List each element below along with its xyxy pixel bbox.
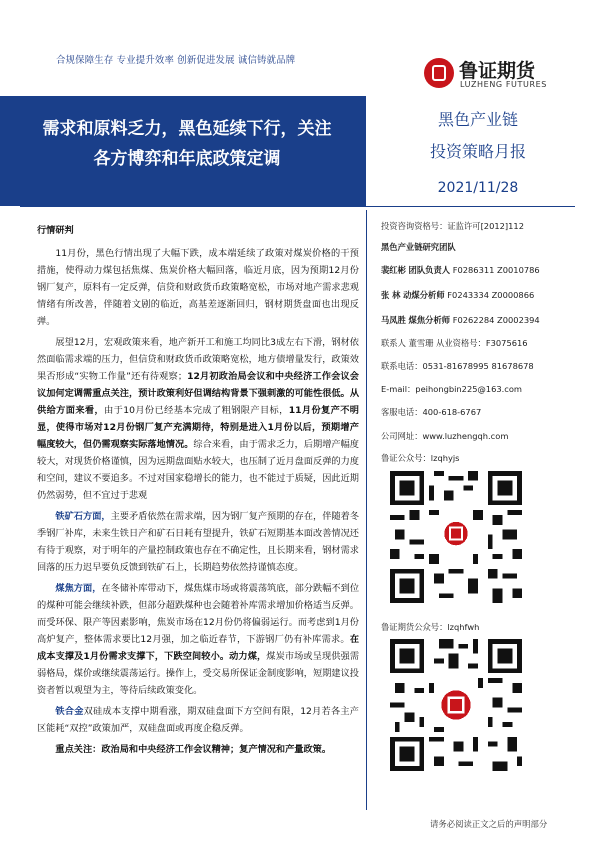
- license-number: 投资咨询资格号：证监许可[2012]112: [381, 221, 524, 231]
- ferroalloy-label: 铁合金: [55, 706, 84, 717]
- paragraph-outlook: [37, 334, 359, 504]
- focus-label: 重点关注：: [55, 744, 102, 755]
- iron-ore-text: 主要矛盾依然在需求端，因为钢厂复产预期的存在，伴随着冬季钢厂补库，未来生铁日产和矿石日耗有望提升，铁矿石短期基本面改善情况还有待于观察，对于明年的产量控制政策也存在不确定性，且长期来看，钢材需求回落的压力迟早要负反馈到铁矿石上，长期趋势依然持谨慎态度。: [37, 511, 360, 573]
- thermal-coal-label: 动力煤，: [229, 651, 267, 662]
- report-date: 2021/11/28: [437, 180, 519, 196]
- header-divider: [20, 206, 575, 207]
- qr-code-icon: [385, 466, 527, 608]
- outlook-supply-label: 从供给方面来看，: [37, 388, 359, 416]
- analyst-name: 张 林: [381, 290, 401, 300]
- luzheng-logo-icon: [424, 58, 454, 88]
- report-category-block: [388, 104, 568, 168]
- analyst-name: 裴红彬: [381, 265, 406, 275]
- logo-name-en: LUZHENG FUTURES: [460, 80, 547, 89]
- outlook-supply-bold: 11月份复产不明显，使得市场对12月份钢厂复产充满期待，特别是进入1月份以后，预期增产幅度较大，但仍需观察实际落地情况。: [37, 405, 359, 450]
- analyst-name: 马凤胜: [381, 315, 406, 325]
- paragraph-ferroalloy: [37, 703, 359, 737]
- analyst-role: 动煤分析师: [403, 290, 445, 300]
- focus-text: 政治局和中央经济工作会议精神；复产情况和产量政策。: [101, 744, 332, 755]
- coal-text: 在冬储补库带动下，煤焦煤市场或将震荡筑底，部分跌幅不到位的煤种可能会继续补跌，但部分超跌煤种也会随着补库需求增加价格适当反弹。而受环保、限产等因素影响，焦炭市场在12月份仍将偏弱运行。而考虑到1月份高炉复产，整体需求要比12月强，加之临近春节，下游钢厂仍有补库需求。: [37, 583, 360, 645]
- title-banner: [0, 96, 366, 206]
- analyst-role: 煤焦分析师: [408, 315, 451, 325]
- outlook-text: 展望12月，宏观政策来看，地产新开工和施工均同比3成左右下滑，钢材依然面临需求端的压力，但信贷和财政货币政策略宽松，地方债增量发行，政策效果否形成“实物工作量”还有待观察；: [37, 337, 359, 382]
- coal-bold: 在成本支撑及1月份需求支撑下，下跌空间较小。: [37, 634, 359, 662]
- column-divider: [366, 210, 367, 810]
- contact-email[interactable]: E-mail：peihongbin225@163.com: [381, 384, 523, 394]
- analyst-row: [381, 289, 534, 301]
- wechat-account-2: 鲁证期货公众号：lzqhfwh: [381, 622, 480, 632]
- section-title: 行情研判: [37, 225, 74, 236]
- outlook-supply-text: 由于10月份已经基本完成了粗钢限产目标，: [104, 405, 289, 416]
- analyst-ids: F0286311 Z0010786: [452, 265, 540, 275]
- paragraph-coal: [37, 580, 359, 699]
- report-title: [12, 114, 362, 174]
- main-content: [37, 222, 359, 762]
- report-category: 黑色产业链: [437, 110, 518, 129]
- thermal-coal-text: 煤炭市场或呈现供强需弱格局，煤价或继续震荡运行。操作上，受交易所保证金制度影响，短期建议投资者暂以观望为主，等待后续政策变化。: [37, 651, 360, 696]
- team-name: 黑色产业链研究团队: [381, 242, 456, 252]
- report-title-line2: 各方博弈和年底政策定调: [93, 149, 281, 169]
- contact-phone: 联系电话：0531-81678995 81678678: [381, 361, 534, 371]
- footer-disclaimer: 请务必阅读正文之后的声明部分: [430, 819, 548, 829]
- company-website[interactable]: 公司网址：www.luzhengqh.com: [381, 431, 509, 441]
- service-hotline: 客服电话：400-618-6767: [381, 407, 482, 417]
- ferroalloy-text: 双硅成本支撑中期看涨，期双硅盘面下方空间有限，12月若各主产区能耗“双控”政策加严，双硅盘面或再度企稳反弹。: [37, 706, 359, 734]
- analyst-ids: F0243334 Z0000866: [447, 290, 535, 300]
- company-logo: [424, 56, 574, 92]
- iron-ore-label: 铁矿石方面，: [55, 511, 111, 522]
- paragraph-overview: 11月份，黑色行情出现了大幅下跌，成本端延续了政策对煤炭价格的干预措施，使得动力煤包括焦煤、焦炭价格大幅回落，临近月底，因为预期12月份钢厂复产，原料有一定反弹，信贷和财政货币政策略宽松，市场对地产需求悲观情绪有所改善，伴随着文剧的临近，高基差逐渐回归，钢材期货盘面也出现反弹。: [37, 248, 359, 327]
- outlook-bold: 12月初政治局会议和中央经济工作会议会议加何定调需重点关注，预计政策利好但调结构背景下强刺激的可能性很低。: [37, 371, 359, 399]
- qr-code-icon: [385, 634, 527, 776]
- contact-person: 联系人 董雪珊 从业资格号：F3075616: [381, 338, 528, 348]
- analyst-row: [381, 264, 540, 276]
- analyst-ids: F0262284 Z0002394: [452, 315, 540, 325]
- report-title-line1: 需求和原料乏力，黑色延续下行，关注: [42, 119, 332, 139]
- report-type: 投资策略月报: [429, 142, 526, 161]
- analyst-role: 团队负责人: [408, 265, 451, 275]
- slogan: 合规保障生存 专业提升效率 创新促进发展 诚信铸就品牌: [56, 55, 296, 66]
- wechat-account-1: 鲁证公众号：lzqhyjs: [381, 453, 460, 463]
- paragraph-iron-ore: [37, 508, 359, 576]
- logo-name-cn: 鲁证期货: [459, 60, 536, 82]
- paragraph-focus: [37, 741, 359, 758]
- coal-label: 煤焦方面，: [55, 583, 102, 594]
- analyst-row: [381, 314, 540, 326]
- outlook-summary: 综合来看，由于需求乏力，后期增产幅度较大，对现货价格谨慎，因为远期盘面贴水较大，也压制了近月盘面反弹的力度和空间，建议不要追多。不过对国家稳增长的能力，也不能过于质疑，因此近期仍然弱势，但不宜过于悲观: [37, 439, 359, 501]
